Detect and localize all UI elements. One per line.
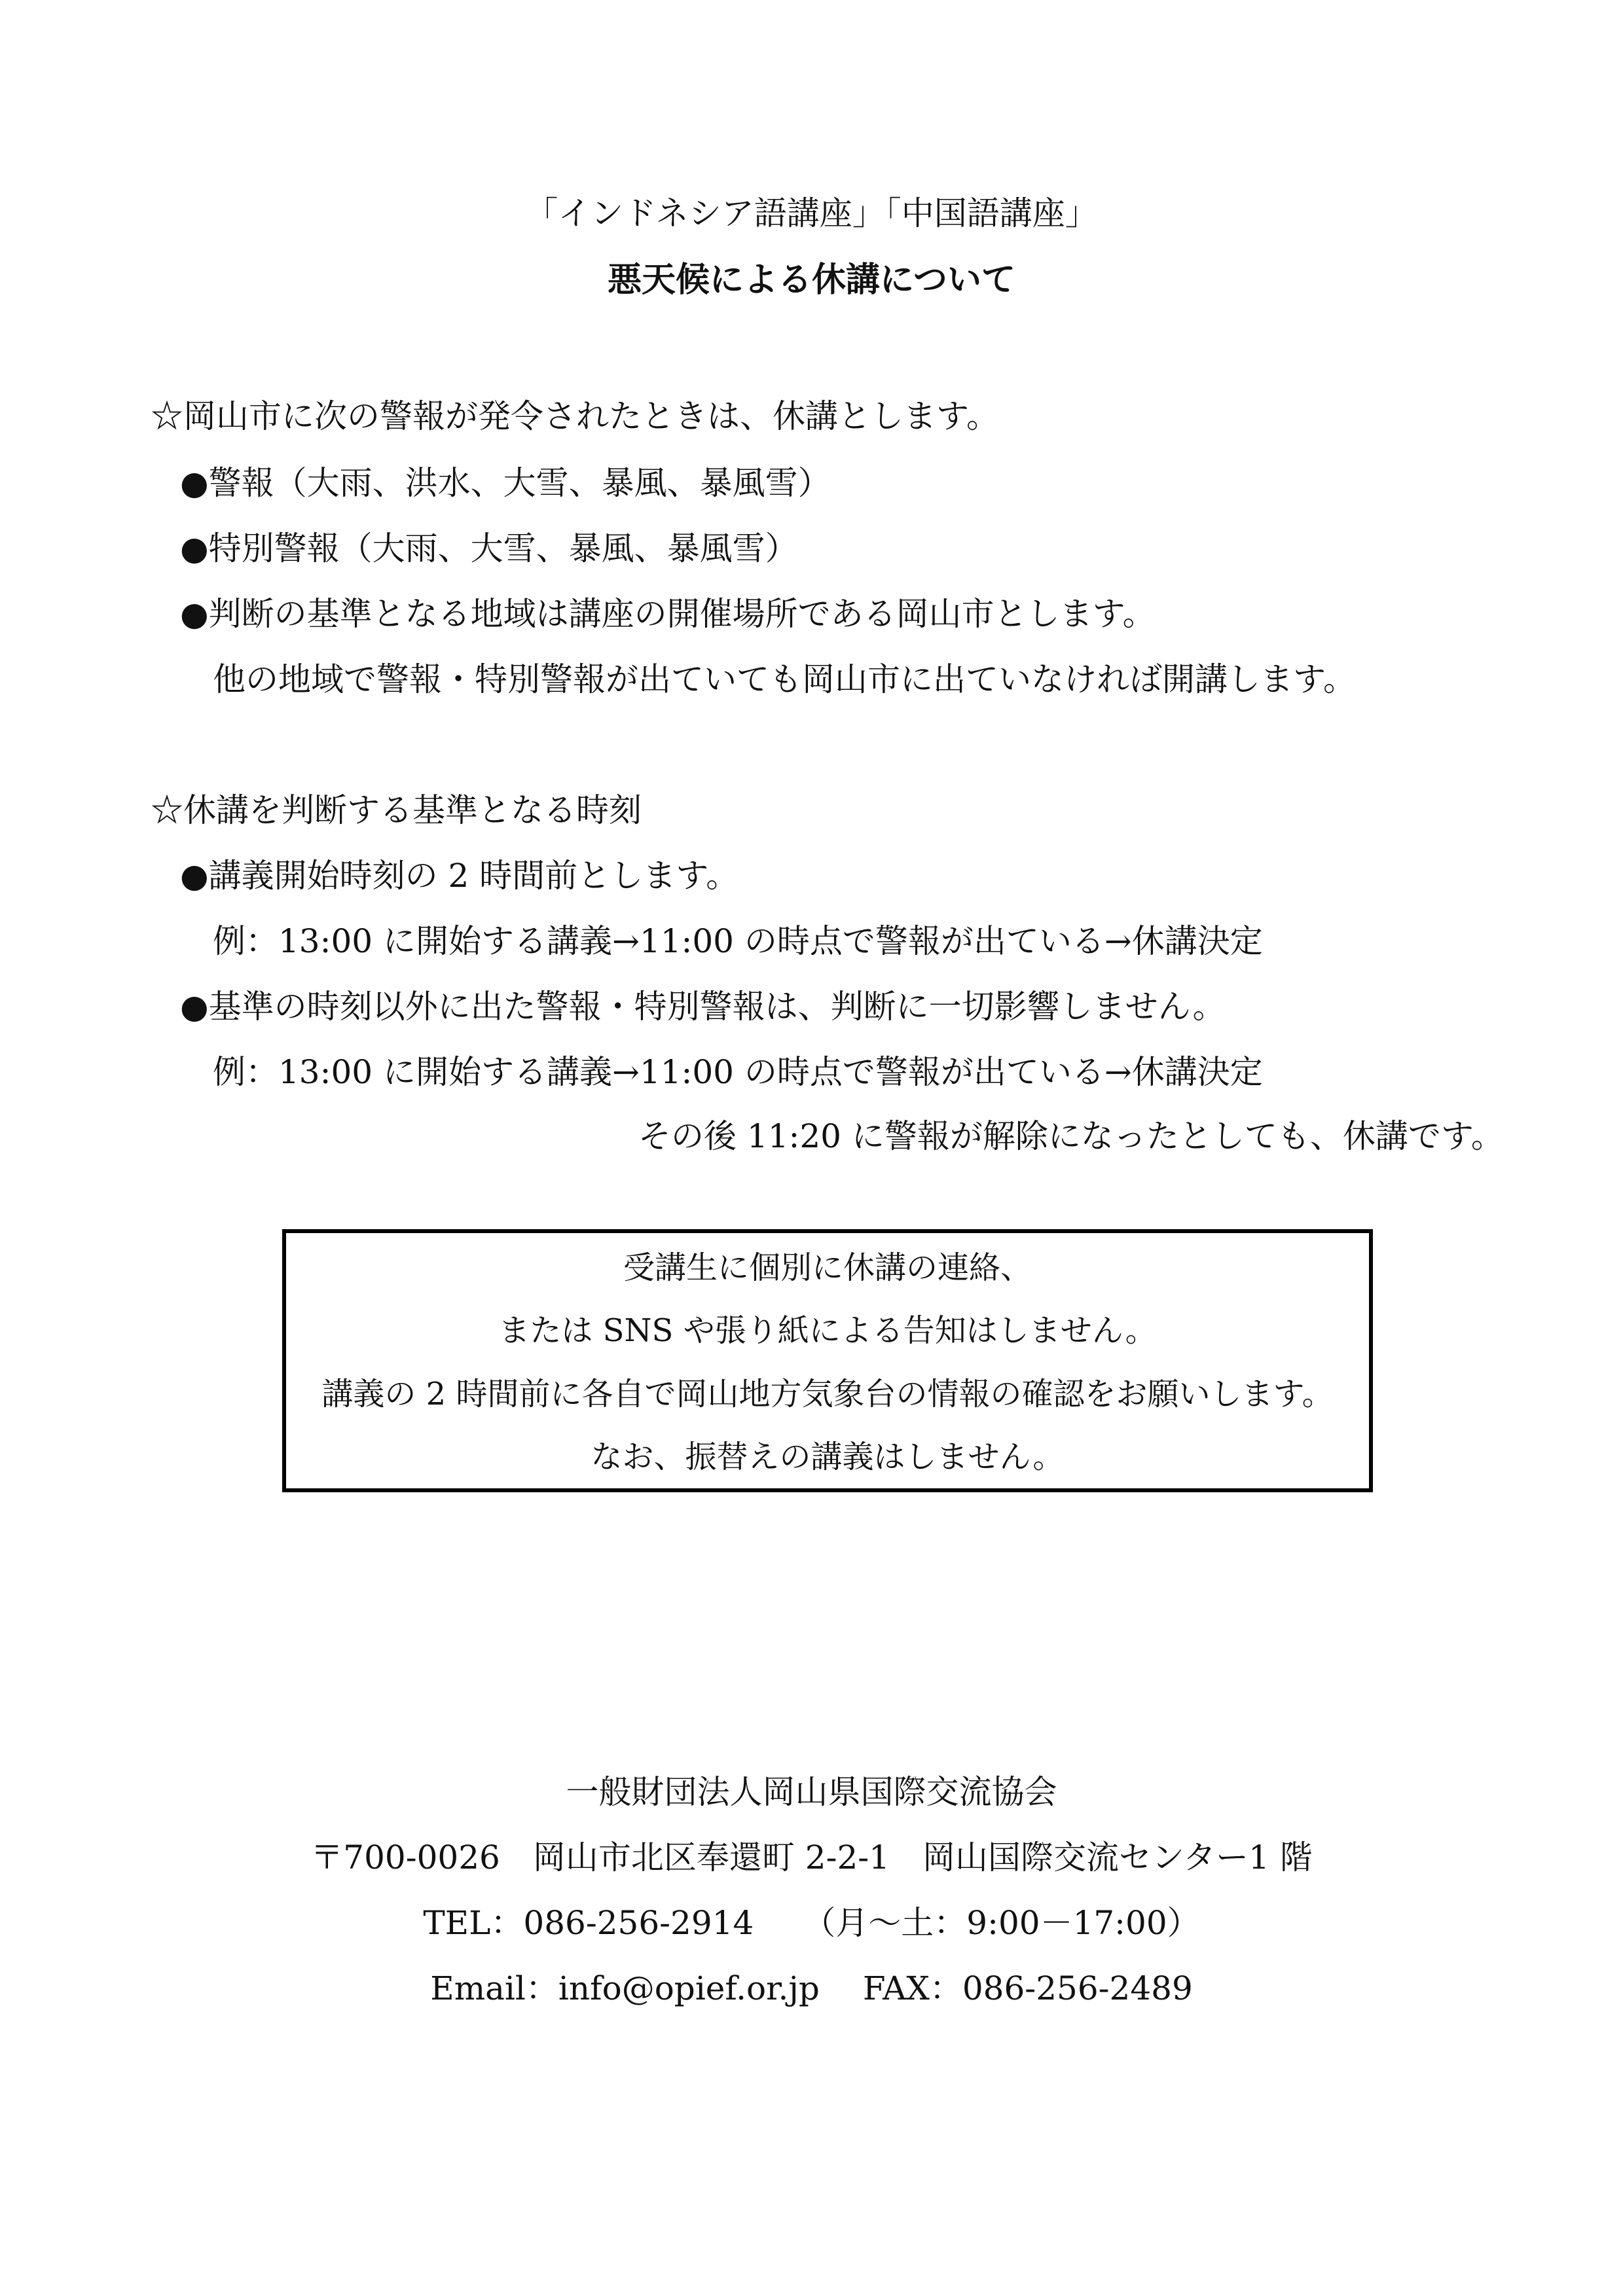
example-1: 例：13:00 に開始する講義→11:00 の時点で警報が出ている→休講決定	[213, 922, 1263, 960]
organization-name: 一般財団法人岡山県国際交流協会	[566, 1773, 1057, 1811]
address: 〒700-0026 岡山市北区奉還町 2-2-1 岡山国際交流センター1 階	[310, 1839, 1313, 1876]
section2-heading: ☆休講を判断する基準となる時刻	[151, 791, 642, 829]
region-note: 他の地域で警報・特別警報が出ていても岡山市に出ていなければ開講します。	[213, 660, 1356, 698]
example-2: 例：13:00 に開始する講義→11:00 の時点で警報が出ている→休講決定	[213, 1053, 1263, 1091]
notice-line: 受講生に個別に休講の連絡、	[623, 1249, 1032, 1286]
page-title: 悪天候による休講について	[608, 260, 1015, 300]
example-2-continuation: その後 11:20 に警報が解除になったとしても、休講です。	[638, 1117, 1504, 1155]
notice-line: 講義の 2 時間前に各自で岡山地方気象台の情報の確認をお願いします。	[321, 1376, 1334, 1412]
bullet-time-basis: ●講義開始時刻の 2 時間前とします。	[180, 857, 739, 895]
course-title: 「インドネシア語講座」「中国語講座」	[525, 194, 1098, 232]
email-fax: Email：info@opief.or.jp FAX：086-256-2489	[430, 1969, 1193, 2007]
bullet-special-warning: ●特別警報（大雨、大雪、暴風、暴風雪）	[180, 529, 798, 567]
notice-box	[282, 1229, 1373, 1492]
phone-hours: TEL：086-256-2914 （月～土：9:00－17:00）	[423, 1904, 1200, 1942]
notice-line: または SNS や張り紙による告知はしません。	[498, 1312, 1157, 1349]
section1-heading: ☆岡山市に次の警報が発令されたときは、休講とします。	[151, 397, 999, 435]
bullet-other-warnings: ●基準の時刻以外に出た警報・特別警報は、判断に一切影響しません。	[180, 988, 1226, 1026]
bullet-region-basis: ●判断の基準となる地域は講座の開催場所である岡山市とします。	[180, 595, 1156, 633]
bullet-warning: ●警報（大雨、洪水、大雪、暴風、暴風雪）	[180, 464, 831, 502]
notice-line: なお、振替えの講義はしません。	[591, 1439, 1065, 1475]
